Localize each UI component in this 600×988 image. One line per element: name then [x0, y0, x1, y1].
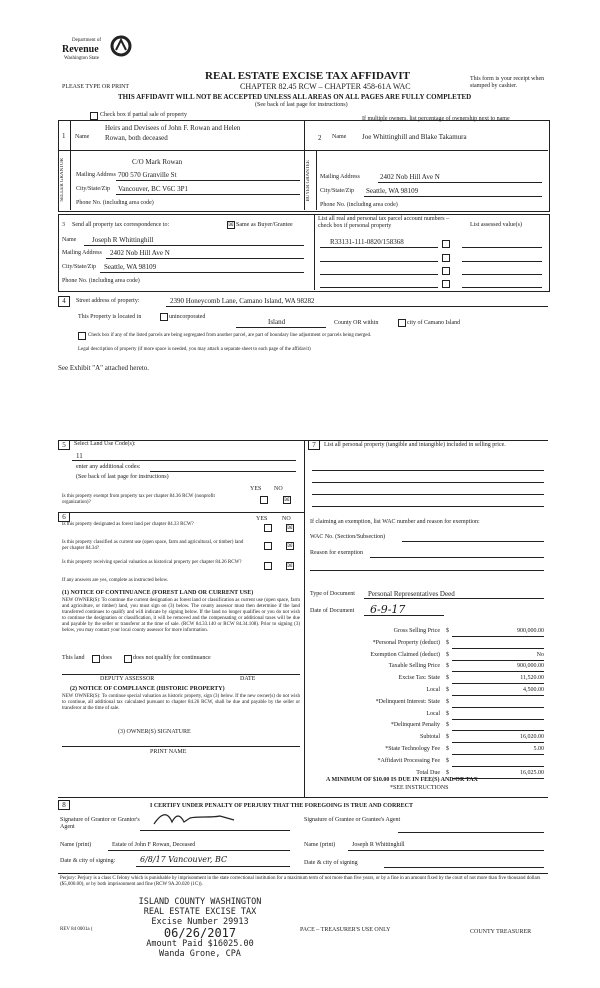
- multiple-owners-note: If multiple owners, list percentage of ownership next to name: [362, 116, 510, 122]
- calc-line: [452, 742, 544, 743]
- grantor-sig-label: Signature of Grantor or Grantor's Agent: [60, 817, 140, 830]
- treasurer-stamp: [100, 897, 300, 959]
- unincorporated-checkbox[interactable]: [160, 313, 168, 321]
- exempt-yes-checkbox[interactable]: [260, 496, 268, 504]
- owner-signature: (3) OWNER(S) SIGNATURE: [118, 729, 191, 735]
- parcel-1-personal-checkbox[interactable]: [442, 240, 450, 248]
- corr-name-label: Name: [62, 237, 77, 243]
- minimum-fee-note: A MINIMUM OF $10.00 IS DUE IN FEE(S) AND/OR TAX: [326, 777, 478, 783]
- calc-label: *Personal Property (deduct): [372, 640, 440, 646]
- dept-state: Washington State: [64, 56, 100, 61]
- within-city-checkbox[interactable]: [398, 319, 406, 327]
- buyer-name-label: Name: [332, 134, 347, 140]
- partial-sale-checkbox[interactable]: [90, 112, 98, 120]
- corr-city-label: City/State/Zip: [62, 264, 96, 270]
- buyer-city-label: City/State/Zip: [320, 188, 354, 194]
- calc-line: [452, 648, 544, 649]
- grantor-date-city: 6/8/17 Vancouver, BC: [140, 855, 228, 864]
- parcel-3-personal-checkbox[interactable]: [442, 267, 450, 275]
- form-chapter: CHAPTER 82.45 RCW – CHAPTER 458-61A WAC: [240, 82, 411, 91]
- corr-label: Send all property tax correspondence to:: [72, 222, 170, 228]
- calc-label: Local: [426, 711, 440, 717]
- revenue-seal-icon: [108, 34, 134, 58]
- parcel-4-personal-checkbox[interactable]: [442, 280, 450, 288]
- city-label: city of Camano Island: [407, 320, 461, 326]
- historic-no-checkbox[interactable]: ☒: [287, 562, 293, 569]
- corr-mailing-label: Mailing Address: [62, 250, 102, 256]
- buyer-phone-label: Phone No. (including area code): [320, 202, 398, 208]
- deputy-assessor: DEPUTY ASSESSOR: [100, 676, 155, 682]
- certify-statement: I CERTIFY UNDER PENALTY OF PERJURY THAT THE FOREGOING IS TRUE AND CORRECT: [150, 803, 413, 809]
- parcels-header: List all real and personal tax parcel account numbers – check box if personal property: [318, 216, 450, 229]
- current-use-yes-checkbox[interactable]: [264, 542, 272, 550]
- county-name: Island: [268, 318, 286, 326]
- compliance-text: NEW OWNER(S): To continue special valuation as historic property, sign (3) below. If the new owner(s) do not wish to continue, all additional tax calculated pursuant to chapter 84.26 RCW, shall be due and payable by the seller or transferor at the time of sale.: [62, 694, 300, 711]
- buyer-mailing-label: Mailing Address: [320, 174, 360, 180]
- assessed-header: List assessed value(s): [470, 222, 522, 228]
- unincorporated-label: unincorporated: [169, 314, 206, 320]
- corr-city: Seattle, WA 98109: [104, 263, 157, 271]
- seller-name-line2: Rowan, both deceased: [105, 134, 168, 142]
- seller-care-of: C/O Mark Rowan: [132, 158, 183, 166]
- does-not-checkbox[interactable]: [124, 655, 132, 663]
- land-use-num: 5: [58, 440, 70, 450]
- calc-line: [452, 671, 544, 672]
- grantee-sig-label: Signature of Grantee or Grantee's Agent: [304, 817, 401, 823]
- current-use-question: Is this property classified as current use (open space, farm and agricultural, or timber) land per chapter 84.34?: [62, 540, 244, 551]
- dollar-sign: $: [446, 663, 449, 669]
- dollar-sign: $: [446, 652, 449, 658]
- parcel-2-personal-checkbox[interactable]: [442, 254, 450, 262]
- calc-line: [452, 660, 544, 661]
- section7-num: 7: [308, 440, 320, 450]
- section6-no: NO: [282, 516, 291, 522]
- calc-label: Taxable Selling Price: [388, 663, 440, 669]
- calc-line: [452, 754, 544, 755]
- dollar-sign: $: [446, 758, 449, 764]
- calc-line: [452, 730, 544, 731]
- stamp-amount: Amount Paid $16025.00: [146, 939, 254, 949]
- calc-label: Subtotal: [419, 734, 440, 740]
- located-label: This Property is located in: [78, 314, 142, 320]
- does-not-label: does not qualify for continuance: [133, 655, 211, 661]
- wac-label: WAC No. (Section/Subsection): [310, 534, 386, 540]
- reason-label: Reason for exemption: [310, 550, 363, 556]
- calc-value: 900,000.00: [517, 628, 544, 634]
- street-label: Street address of property:: [76, 298, 140, 304]
- see-instructions: *SEE INSTRUCTIONS: [390, 785, 449, 791]
- seller-city-label: City/State/Zip: [76, 186, 110, 192]
- partial-sale-label: Check box if partial sale of property: [100, 112, 187, 118]
- calc-label: Local: [426, 687, 440, 693]
- doc-date-label: Date of Document: [310, 608, 355, 614]
- seller-city: Vancouver, BC V6C 3P1: [118, 185, 188, 193]
- calc-label: Gross Selling Price: [393, 628, 440, 634]
- section6-yes: YES: [256, 516, 268, 522]
- form-title: REAL ESTATE EXCISE TAX AFFIDAVIT: [205, 70, 410, 82]
- corr-num: 3: [62, 222, 65, 228]
- parcel-1: R33131-111-0820/158368: [330, 238, 404, 246]
- legal-label: Legal description of property (if more space is needed, you may attach a separate sheet to each page of the affidavit): [78, 347, 311, 352]
- dept-line: Department of: [72, 38, 102, 43]
- corr-name: Joseph R Whittinghill: [92, 236, 154, 244]
- grantee-date-label: Date & city of signing: [304, 860, 358, 866]
- seller-mailing: 700 570 Granville St: [118, 171, 177, 179]
- grantor-date-label: Date & city of signing:: [60, 858, 116, 864]
- calc-value: No: [536, 652, 544, 658]
- calc-label: Exemption Claimed (deduct): [370, 652, 440, 658]
- stamp-treasurer: Wanda Grone, CPA: [159, 949, 241, 959]
- calc-label: Excise Tax: State: [398, 675, 440, 681]
- continuance-title: (1) NOTICE OF CONTINUANCE (FOREST LAND OR CURRENT USE): [62, 590, 254, 596]
- calc-label: Total Due: [416, 770, 440, 776]
- exempt-no-checkbox[interactable]: ☒: [284, 496, 290, 503]
- dollar-sign: $: [446, 722, 449, 728]
- see-exhibit: See Exhibit "A" attached hereto.: [58, 364, 150, 372]
- revenue-logo: [60, 34, 140, 64]
- corr-phone-label: Phone No. (including area code): [62, 278, 140, 284]
- calc-value: 4,500.00: [523, 687, 544, 693]
- section8-num: 8: [58, 800, 70, 810]
- forest-no-checkbox[interactable]: ☒: [287, 524, 293, 531]
- historic-yes-checkbox[interactable]: [264, 562, 272, 570]
- buyer-name: Joe Whittinghill and Blake Takamura: [362, 133, 467, 141]
- historic-question: Is this property receiving special valuation as historical property per chapter 84.26 RCW?: [62, 560, 242, 565]
- calc-line: [452, 695, 544, 696]
- dollar-sign: $: [446, 770, 449, 776]
- calc-value: 900,000.00: [517, 663, 544, 669]
- buyer-city: Seattle, WA 98109: [366, 187, 419, 195]
- stamp-excise-number: Excise Number 29913: [151, 917, 249, 927]
- exempt-question: Is this property exempt from property tax per chapter 84.36 RCW (nonprofit organization)?: [62, 494, 215, 505]
- buyer-side-label: BUYER GRANTEE: [306, 160, 311, 202]
- this-land: This land: [62, 655, 85, 661]
- dollar-sign: $: [446, 675, 449, 681]
- same-as-buyer-checkbox[interactable]: ☒: [228, 221, 234, 228]
- dept-name: Revenue: [62, 44, 99, 55]
- dollar-sign: $: [446, 628, 449, 634]
- warning-text: THIS AFFIDAVIT WILL NOT BE ACCEPTED UNLESS ALL AREAS ON ALL PAGES ARE FULLY COMPLETED: [118, 93, 472, 101]
- treasurer-use: PACE – TREASURER'S USE ONLY: [300, 927, 391, 933]
- deputy-date: DATE: [240, 676, 256, 682]
- does-label: does: [101, 655, 112, 661]
- doc-type: Personal Representatives Deed: [368, 590, 455, 598]
- seller-name-line1: Heirs and Devisees of John F. Rowan and Helen: [105, 124, 241, 132]
- dollar-sign: $: [446, 711, 449, 717]
- seller-name-label: Name: [75, 134, 90, 140]
- county-label: County OR within: [334, 320, 379, 326]
- land-use-code: 11: [76, 452, 83, 460]
- exempt-no-header: NO: [274, 486, 283, 492]
- county-treasurer: COUNTY TREASURER: [470, 929, 532, 935]
- continuance-text: NEW OWNER(S): To continue the current designation as forest land or classification as current use (open space, farm and agriculture, or timber) land, you must sign on (3) below. The county assessor must then determine if the land transferred continues to qualify and will indicate by signing below. If the land no longer qualifies or you do not wish to continue the designation or classification, it will be removed and the compensating or additional taxes will be due and payable by the seller or transferor at the time of sale. (RCW 84.33.140 or RCW 84.34.108). Prior to signing (3) below, you may contact your local county assessor for more information.: [62, 598, 300, 633]
- grantor-name-label: Name (print): [60, 842, 92, 848]
- calc-value: 11,520.00: [520, 675, 544, 681]
- seller-phone-label: Phone No. (including area code): [76, 200, 154, 206]
- calc-line: [452, 719, 544, 720]
- form-number: REV 84 0001a (: [60, 927, 93, 932]
- calc-value: 16,025.00: [520, 770, 544, 776]
- current-use-no-checkbox[interactable]: ☒: [287, 542, 293, 549]
- dollar-sign: $: [446, 746, 449, 752]
- corr-mailing: 2402 Nob Hill Ave N: [110, 249, 170, 257]
- property-num: 4: [58, 296, 70, 307]
- seller-side-label: SELLER GRANTOR: [60, 158, 65, 202]
- seller-num: 1: [62, 132, 66, 140]
- same-as-buyer-label: Same as Buyer/Grantee: [236, 222, 293, 228]
- grantee-name: Joseph R Whittinghill: [352, 842, 405, 848]
- buyer-num: 2: [318, 134, 322, 142]
- doc-type-label: Type of Document: [310, 591, 355, 597]
- land-use-see-back: (See back of last page for instructions): [76, 474, 169, 480]
- exempt-yes-header: YES: [250, 486, 262, 492]
- calc-value: 5.00: [533, 746, 544, 752]
- perjury-notice: Perjury: Perjury is a class C felony which is punishable by imprisonment in the state correctional institution for a maximum term of not more than five years, or by a fine in an amount fixed by the court of not more than five thousand dollars ($5,000.00), or by both imprisonment and fine (RCW 9A.20.020 (1C)).: [60, 876, 541, 887]
- does-checkbox[interactable]: [92, 655, 100, 663]
- street-address: 2390 Honeycomb Lane, Camano Island, WA 98282: [170, 297, 315, 305]
- calc-line: [452, 766, 544, 767]
- please-type: PLEASE TYPE OR PRINT: [62, 84, 130, 90]
- forest-yes-checkbox[interactable]: [264, 524, 272, 532]
- calc-label: *Affidavit Processing Fee: [377, 758, 440, 764]
- see-back: (See back of last page for instructions): [255, 102, 348, 108]
- personal-property-label: List all personal property (tangible and intangible) included in selling price.: [324, 442, 506, 448]
- dollar-sign: $: [446, 699, 449, 705]
- stamp-date: 06/26/2017: [163, 926, 237, 940]
- calc-line: [452, 683, 544, 684]
- additional-codes: enter any additional codes:: [76, 464, 141, 470]
- calc-label: *Delinquent Interest: State: [375, 699, 440, 705]
- compliance-title: (2) NOTICE OF COMPLIANCE (HISTORIC PROPERTY): [70, 686, 225, 692]
- dollar-sign: $: [446, 640, 449, 646]
- buyer-mailing: 2402 Nob Hill Ave N: [380, 173, 440, 181]
- dollar-sign: $: [446, 734, 449, 740]
- calc-line: [452, 636, 544, 637]
- if-any-yes: If any answers are yes, complete as instructed below.: [62, 578, 169, 583]
- forest-question: Is this property designated as forest land per chapter 84.33 RCW?: [62, 522, 194, 527]
- calc-line: [452, 707, 544, 708]
- exemption-label: If claiming an exemption, list WAC number and reason for exemption:: [310, 519, 480, 525]
- section6-num: 6: [58, 512, 70, 522]
- print-name: PRINT NAME: [150, 749, 187, 755]
- land-use-label: Select Land Use Code(s):: [74, 441, 136, 447]
- receipt-note: This form is your receipt when stamped by cashier.: [470, 76, 545, 89]
- seller-mailing-label: Mailing Address: [76, 172, 116, 178]
- calc-label: *Delinquent Penalty: [390, 722, 440, 728]
- dollar-sign: $: [446, 687, 449, 693]
- grantee-name-label: Name (print): [304, 842, 336, 848]
- calc-label: *State Technology Fee: [385, 746, 440, 752]
- segregated-checkbox[interactable]: [78, 332, 86, 340]
- segregated-label: Check box if any of the listed parcels are being segregated from another parcel, are part of boundary line adjustment or parcels being merged.: [88, 333, 372, 338]
- grantor-name: Estate of John F Rowan, Deceased: [112, 842, 196, 848]
- calc-value: 16,020.00: [520, 734, 544, 740]
- stamp-county: ISLAND COUNTY WASHINGTON: [138, 897, 262, 907]
- stamp-title: REAL ESTATE EXCISE TAX: [143, 907, 257, 917]
- grantor-signature: [150, 810, 240, 830]
- doc-date: 6-9-17: [370, 603, 406, 616]
